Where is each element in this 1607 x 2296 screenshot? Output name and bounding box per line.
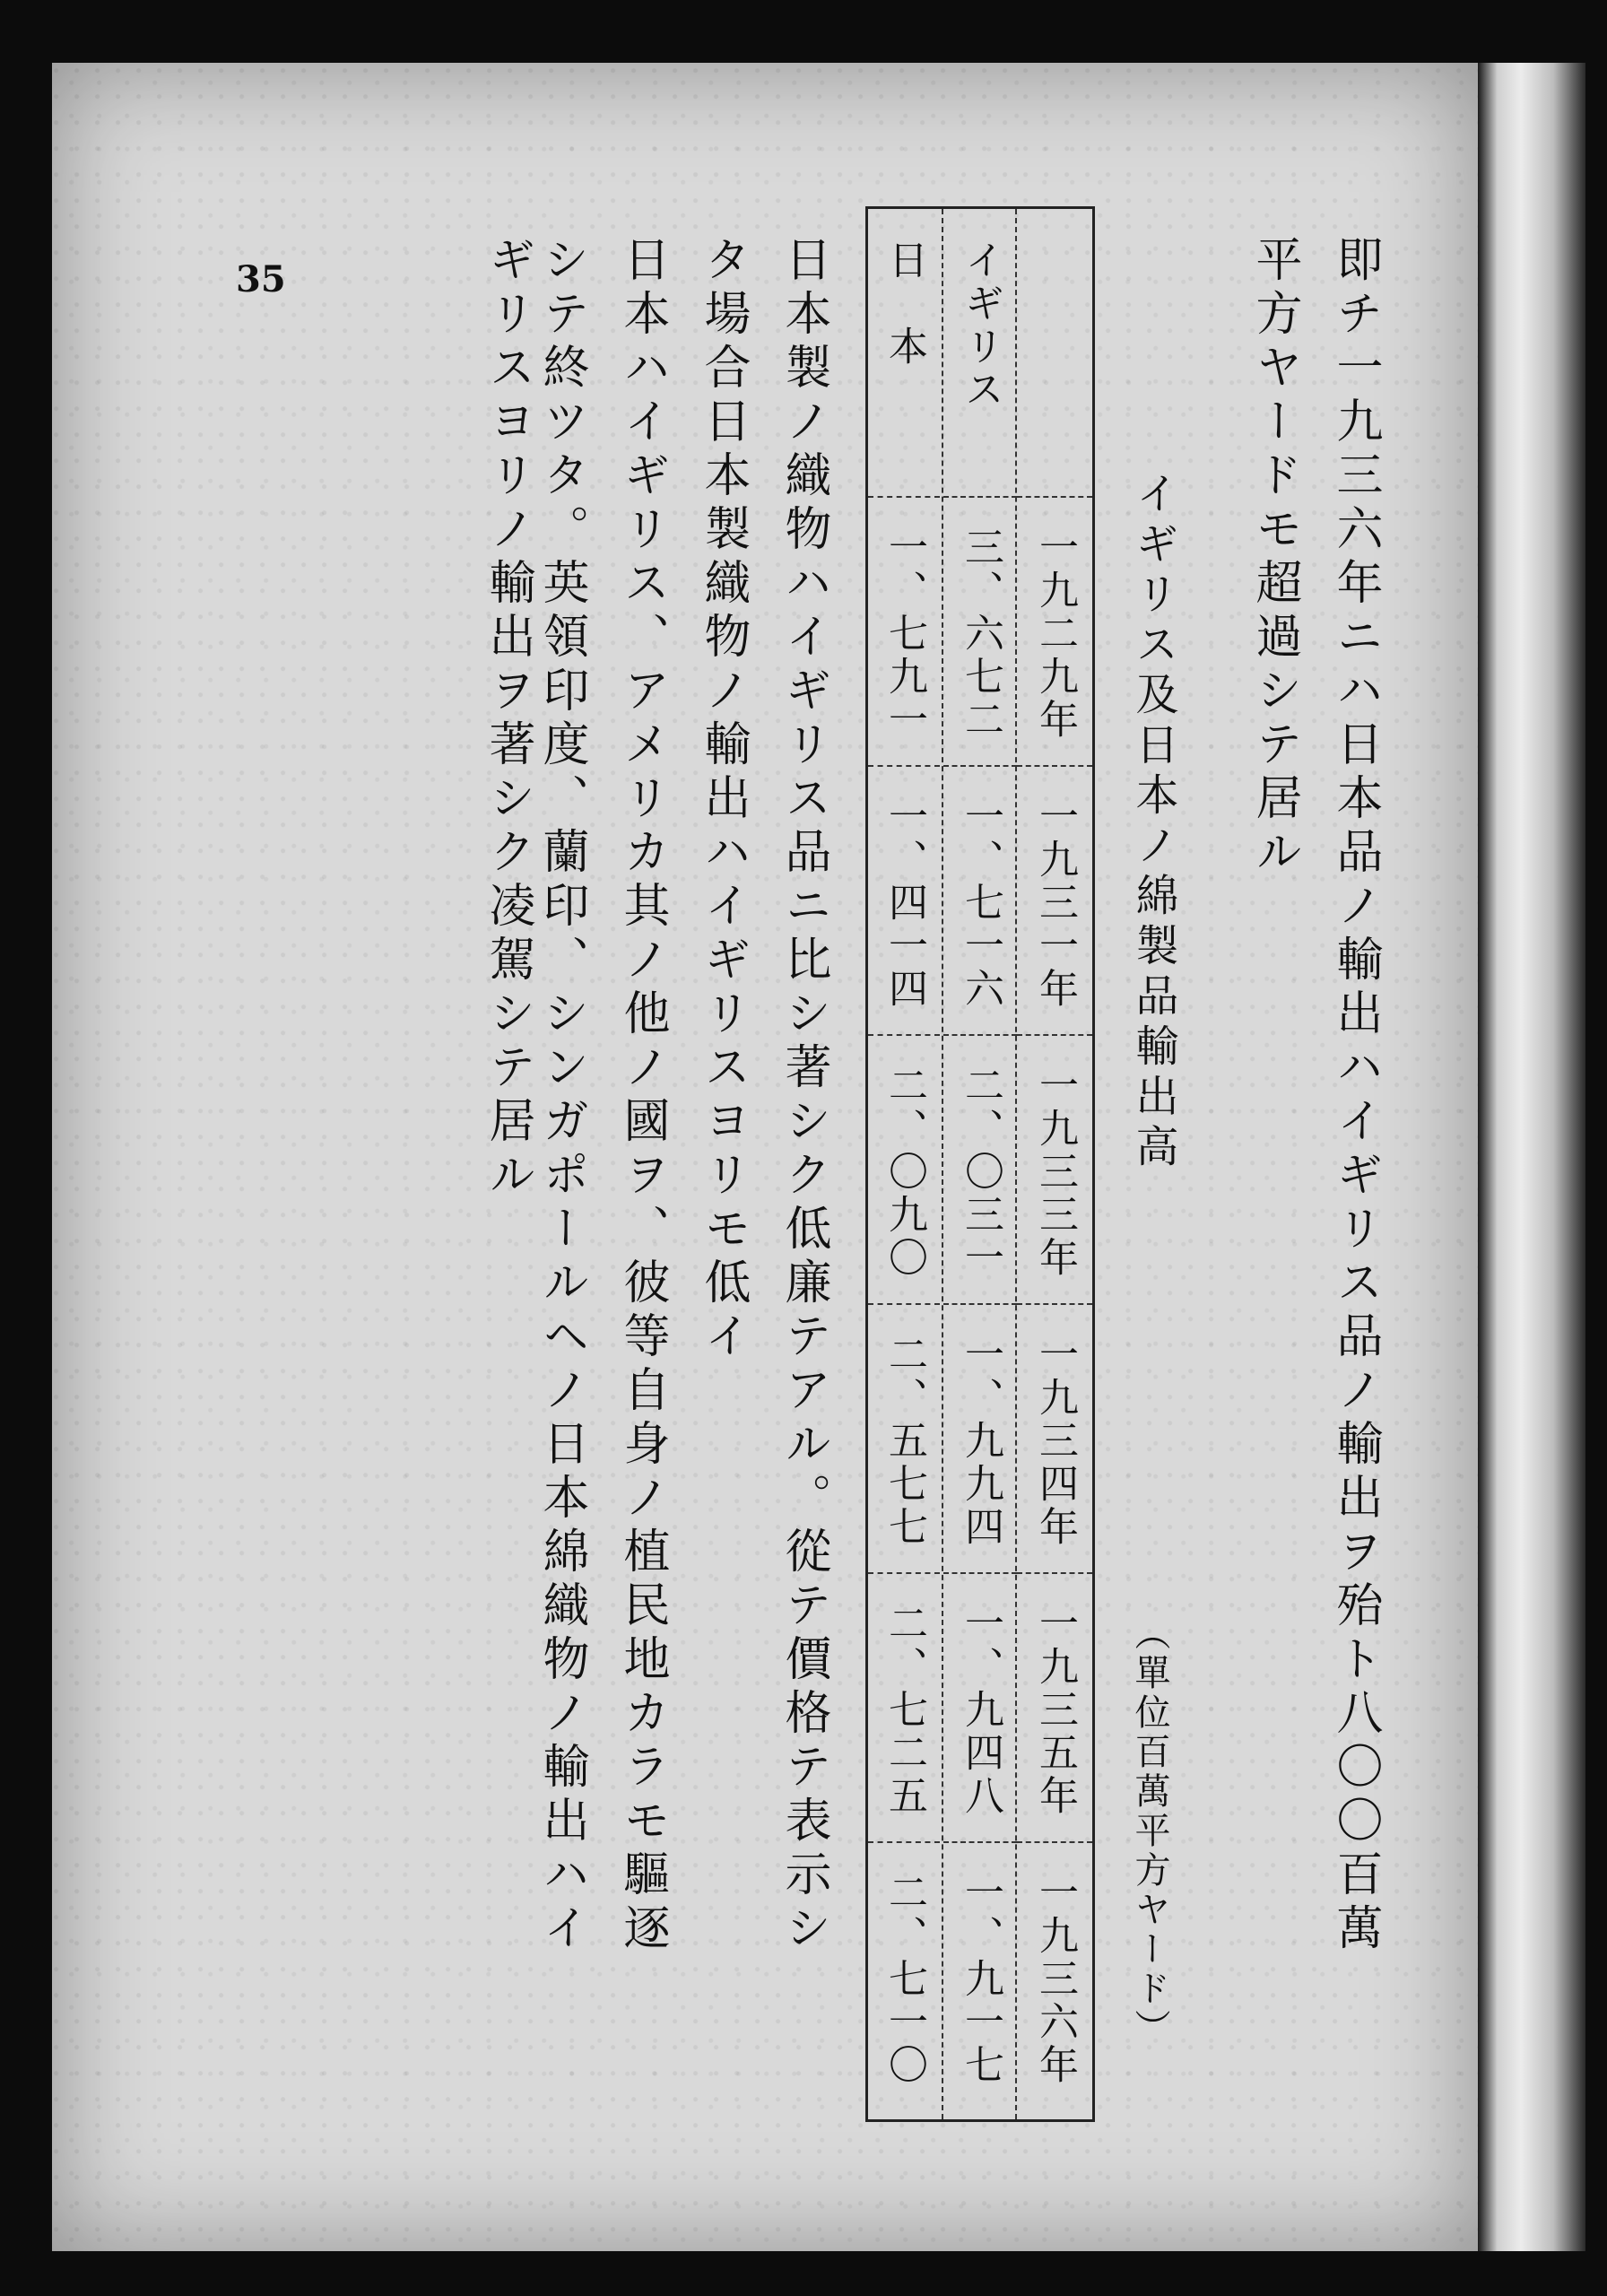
value: 二、七一〇 [882, 1872, 927, 2087]
value: 二、〇九〇 [882, 1065, 927, 1280]
row-japan-column [868, 209, 940, 2119]
row-label: 日 本 [882, 239, 927, 369]
year-label: 一九二九年 [1032, 526, 1078, 742]
value: 二、七二五 [882, 1603, 927, 1818]
year-header-cell [1017, 496, 1092, 767]
table-unit: （單位百萬平方ヤード） [1129, 1614, 1170, 2048]
value-cell [868, 496, 940, 767]
text-line-1: 即チ一九三六年ニハ日本品ノ輸出ハイギリス品ノ輸出ヲ殆ト八〇〇百萬 [1328, 235, 1382, 1957]
export-table [865, 206, 1095, 2122]
table-title: イギリス及日本ノ綿製品輸出高 [1128, 471, 1178, 1174]
value-cell [868, 1303, 940, 1574]
value-cell [868, 765, 940, 1036]
value: 二、〇三一 [958, 1065, 1003, 1280]
value-cell [868, 1572, 940, 1843]
year-label: 一九三五年 [1032, 1603, 1078, 1818]
year-label: 一九三四年 [1032, 1334, 1078, 1549]
paragraph-line-1: 日本製ノ織物ハイギリス品ニ比シ著シク低廉テアル。從テ價格テ表示シ [777, 235, 830, 1957]
row-uk-column [942, 209, 1017, 2119]
year-header-cell [1017, 1034, 1092, 1305]
value-cell [943, 1841, 1017, 2119]
row-label-cell [868, 209, 940, 498]
value-cell [868, 1841, 940, 2119]
year-label: 一九三一年 [1032, 796, 1078, 1011]
year-header-column [1015, 209, 1092, 2119]
value: 一、九一七 [958, 1872, 1003, 2087]
value: 一、四一四 [882, 796, 927, 1011]
value: 二、五七七 [882, 1334, 927, 1549]
paragraph-line-3: 日本ハイギリス、アメリカ其ノ他ノ國ヲ、彼等自身ノ植民地カラモ驅逐 [615, 235, 669, 1957]
value: 一、七九一 [882, 526, 927, 742]
header-blank-cell [1017, 209, 1092, 498]
year-header-cell [1017, 1303, 1092, 1574]
row-label: イギリス [958, 239, 1003, 412]
year-label: 一九三六年 [1032, 1872, 1078, 2087]
year-header-cell [1017, 1841, 1092, 2119]
year-header-cell [1017, 1572, 1092, 1843]
value-cell [943, 496, 1017, 767]
value: 一、九四八 [958, 1603, 1003, 1818]
value-cell [943, 765, 1017, 1036]
value-cell [943, 1034, 1017, 1305]
text-line-2: 平方ヤードモ超過シテ居ル [1247, 235, 1301, 881]
paragraph-line-4: シテ終ツタ。英領印度、蘭印、シンガポールヘノ日本綿織物ノ輸出ハイ [534, 235, 588, 1957]
value-cell [943, 1303, 1017, 1574]
row-label-cell [943, 209, 1017, 498]
year-header-cell [1017, 765, 1092, 1036]
value: 一、七一六 [958, 796, 1003, 1011]
page-number: 35 [236, 258, 286, 300]
value-cell [868, 1034, 940, 1305]
paragraph-line-5: ギリスヨリノ輸出ヲ著シク凌駕シテ居ル [481, 235, 534, 1204]
value: 三、六七二 [958, 526, 1003, 742]
paragraph-line-2: タ場合日本製織物ノ輸出ハイギリスヨリモ低イ [696, 235, 750, 1365]
book-spine [1478, 63, 1585, 2251]
value: 一、九九四 [958, 1334, 1003, 1549]
value-cell [943, 1572, 1017, 1843]
year-label: 一九三三年 [1032, 1065, 1078, 1280]
